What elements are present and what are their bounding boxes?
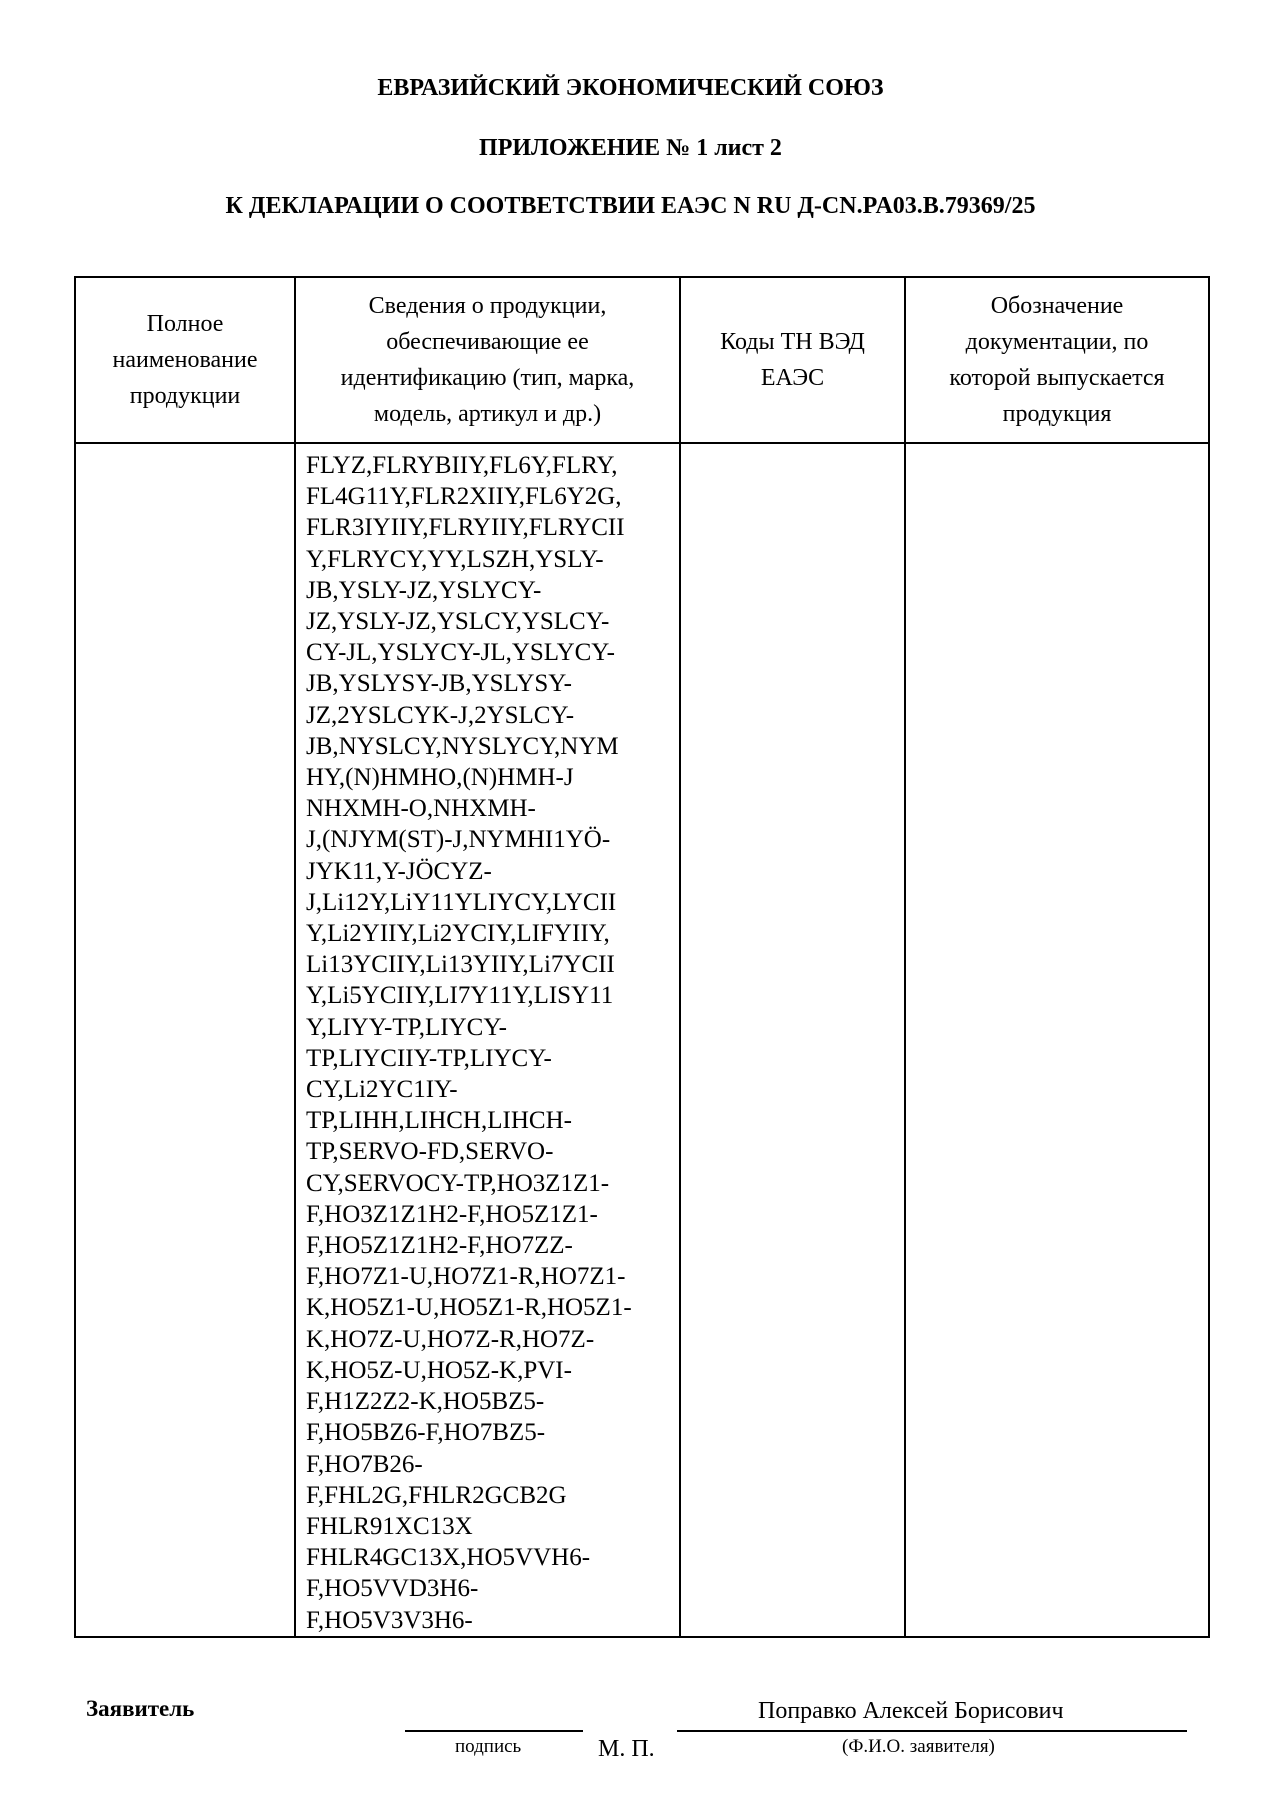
name-caption: (Ф.И.О. заявителя) (842, 1736, 995, 1757)
product-model-line: F,HO3Z1Z1H2-F,HO5Z1Z1- (306, 1200, 598, 1228)
seal-placeholder: М. П. (598, 1736, 655, 1762)
product-model-line: CY-JL,YSLYCY-JL,YSLYCY- (306, 639, 615, 667)
col-header-product-name: Полное наименование продукции (75, 277, 295, 443)
product-model-line: F,H1Z2Z2-K,HO5BZ5- (306, 1388, 545, 1416)
cell-product-info (295, 443, 680, 1637)
product-model-line: FLYZ,FLRYBIIY,FL6Y,FLRY, (306, 452, 618, 479)
product-model-line: F,HO5V3V3H6- (306, 1606, 473, 1634)
product-model-line: TP,SERVO-FD,SERVO- (306, 1138, 554, 1166)
product-model-line: NHXMH-O,NHXMH- (306, 795, 536, 823)
product-model-line: HY,(N)HMHO,(N)HMH-J (306, 764, 574, 792)
product-model-line: JB,YSLY-JZ,YSLYCY- (306, 576, 542, 604)
product-model-line: J,Li12Y,LiY11YLIYCY,LYCII (306, 888, 617, 916)
product-model-line: F,HO5Z1Z1H2-F,HO7ZZ- (306, 1232, 573, 1260)
applicant-label: Заявитель (86, 1696, 195, 1721)
product-model-line: F,HO7Z1-U,HO7Z1-R,HO7Z1- (306, 1263, 626, 1291)
col-header-tnved-codes: Коды ТН ВЭД ЕАЭС (680, 277, 905, 443)
declaration-title: К ДЕКЛАРАЦИИ О СООТВЕТСТВИИ ЕАЭС N RU Д-CN.PA03.B.79369/25 (225, 193, 1036, 219)
product-model-line: FHLR4GC13X,HO5VVH6- (306, 1544, 591, 1572)
product-model-line: TP,LIYCIIY-TP,LIYCY- (306, 1044, 552, 1072)
table-row (75, 443, 1209, 1637)
product-model-line: K,HO5Z-U,HO5Z-K,PVI- (306, 1356, 572, 1384)
product-model-line: FLR3IYIIY,FLRYIIY,FLRYCII (306, 514, 625, 542)
cell-documentation (905, 443, 1209, 1637)
product-model-line: FHLR91XC13X (306, 1512, 473, 1540)
product-model-line: JZ,YSLY-JZ,YSLCY,YSLCY- (306, 608, 610, 636)
product-model-line: F,HO7B26- (306, 1450, 423, 1478)
product-model-line: Y,LIYY-TP,LIYCY- (306, 1013, 507, 1041)
product-model-line: JYK11,Y-JÖCYZ- (306, 857, 492, 885)
signature-caption: подпись (455, 1736, 522, 1757)
applicant-name: Поправко Алексей Борисович (758, 1698, 1064, 1724)
product-model-line: F,HO5BZ6-F,HO7BZ5- (306, 1419, 546, 1447)
name-line (677, 1730, 1187, 1732)
product-model-line: K,HO7Z-U,HO7Z-R,HO7Z- (306, 1325, 595, 1353)
cell-tnved-codes (680, 443, 905, 1637)
table-header-row (75, 277, 1209, 443)
union-title: ЕВРАЗИЙСКИЙ ЭКОНОМИЧЕСКИЙ СОЮЗ (377, 75, 884, 101)
product-model-line: CY,Li2YC1IY- (306, 1076, 458, 1104)
col-header-documentation: Обозначение документации, по которой выпускается продукция (905, 277, 1209, 443)
product-model-line: JZ,2YSLCYK-J,2YSLCY- (306, 701, 575, 729)
product-model-line: Y,Li5YCIIY,LI7Y11Y,LISY11 (306, 982, 614, 1010)
product-model-line: JB,NYSLCY,NYSLYCY,NYM (306, 732, 619, 760)
product-models-list (296, 444, 679, 1636)
product-model-line: F,FHL2G,FHLR2GCB2G (306, 1481, 567, 1509)
col-header-product-info: Сведения о продукции, обеспечивающие ее идентификацию (тип, марка, модель, артикул и др.) (295, 277, 680, 443)
product-model-line: TP,LIHH,LIHCH,LIHCH- (306, 1107, 572, 1135)
product-model-line: Y,Li2YIIY,Li2YCIY,LIFYIIY, (306, 920, 610, 948)
product-model-line: CY,SERVOCY-TP,HO3Z1Z1- (306, 1169, 610, 1197)
product-model-line: F,HO5VVD3H6- (306, 1575, 479, 1603)
appendix-title: ПРИЛОЖЕНИЕ № 1 лист 2 (479, 135, 782, 161)
product-model-line: J,(NJYM(ST)-J,NYMHI1YÖ- (306, 826, 611, 854)
product-model-line: Li13YCIIY,Li13YIIY,Li7YCII (306, 951, 615, 979)
products-table (74, 276, 1210, 1638)
product-model-line: FL4G11Y,FLR2XIIY,FL6Y2G, (306, 483, 622, 511)
cell-product-name (75, 443, 295, 1637)
product-model-line: K,HO5Z1-U,HO5Z1-R,HO5Z1- (306, 1294, 632, 1322)
product-model-line: JB,YSLYSY-JB,YSLYSY- (306, 670, 572, 698)
signature-line (405, 1730, 583, 1732)
product-model-line: Y,FLRYCY,YY,LSZH,YSLY- (306, 545, 604, 573)
